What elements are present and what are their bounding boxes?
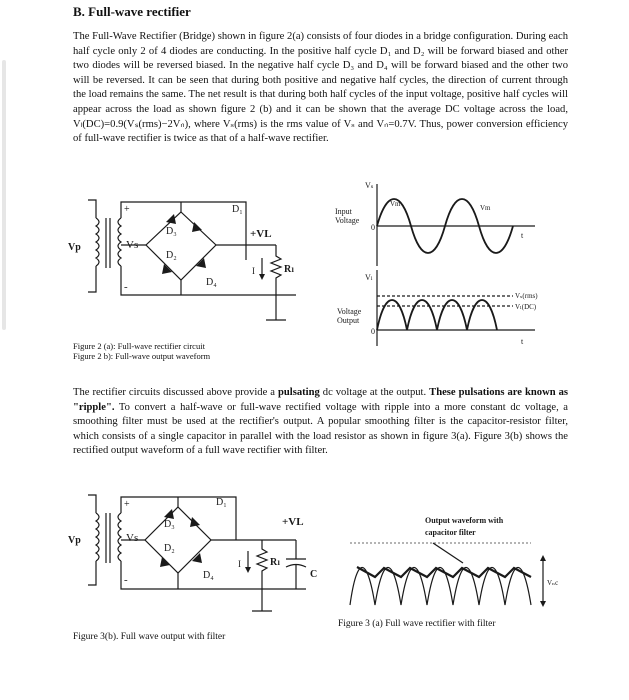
figure-3-waveform (345, 505, 575, 615)
section-heading: B. Full-wave rectifier (73, 4, 191, 19)
para2-part1: The rectifier circuits discussed above provide a (73, 387, 275, 398)
rl-label: Rₗ (270, 557, 281, 568)
current-arrow-head (259, 274, 265, 280)
d1-label: D₁ (216, 497, 227, 508)
input-label-2: Voltage (335, 216, 360, 225)
vl-label: +VL (282, 516, 304, 528)
bridge-diamond (146, 212, 216, 280)
vs-label: Vs (126, 239, 139, 251)
output-label-2: Output (337, 316, 360, 325)
waveform-label-2: capacitor filter (425, 528, 476, 537)
para1-mid: where Vₛ(rms) is the rms value of Vₛ and (193, 118, 374, 130)
rectified-wave (350, 568, 531, 606)
bridge-diamond (145, 507, 211, 573)
vl-dc-label: Vₗ(DC) (515, 303, 537, 311)
input-label-1: Input (335, 207, 352, 216)
figure-2a-circuit (66, 190, 336, 330)
figure-3b-caption: Figure 3(b). Full wave output with filter (73, 632, 226, 642)
figure-2b-waveforms (335, 178, 575, 356)
d4-label: D₄ (206, 277, 217, 288)
current-arrow-head (245, 567, 251, 573)
capacitor-label: C (310, 569, 318, 580)
vm-label-2: Vm (480, 204, 491, 212)
secondary-coil (118, 513, 121, 561)
vl-axis-label: Vₗ (365, 273, 373, 282)
figure-2a-caption: Figure 2 (a): Full-wave rectifier circuit (73, 341, 205, 351)
output-label-1: Voltage (337, 307, 362, 316)
rl-label: Rₗ (284, 264, 295, 275)
vl-dc-formula: Vₗ(DC)=0.9(Vₛ(rms)−2Vₙ), (73, 118, 191, 130)
vp-label: Vp (68, 535, 81, 546)
para2-part3: To convert a half-wave or full-wave rectified voltage with ripple into a more constant dc voltage, a smoothing filter must be used at the rectifier's output. A popular smoothing filter is the capacitor-resistor filter, which consists of a single capacitor in parallel with the load resistor as shown in figure 3(a). Figure 3(b) shows the rectified output waveform of a full wave rectifier with filter. (73, 401, 568, 457)
wire-top (121, 202, 246, 260)
scrollbar[interactable] (2, 60, 6, 330)
secondary-coil (118, 218, 121, 266)
d4-label: D₄ (203, 570, 214, 581)
load-resistor (257, 540, 267, 589)
vs-label: Vs (126, 532, 139, 544)
output-t: t (521, 337, 524, 346)
diode-d3-symbol (164, 509, 174, 519)
input-t: t (521, 231, 524, 240)
d2-label: D₂ (164, 543, 175, 554)
diode-d3-symbol (166, 214, 176, 224)
d1-label: D₁ (232, 204, 243, 215)
vm-label-1: Vm (390, 200, 401, 208)
vl-label: +VL (250, 228, 272, 240)
diode-d1-symbol (190, 517, 200, 527)
current-label: I (252, 266, 255, 276)
waveform-label-1: Output waveform with (425, 516, 504, 525)
paragraph-full-wave (73, 30, 568, 147)
vp-label: Vp (68, 242, 81, 253)
vdc-label: Vₙc (547, 579, 559, 587)
plus-label: + (124, 204, 130, 215)
para2-bold1: pulsating (277, 387, 320, 398)
vd-value: Vₙ=0.7V. (376, 118, 417, 130)
minus-label: - (124, 574, 128, 586)
output-rectified-wave (377, 300, 497, 330)
output-zero: 0 (371, 327, 375, 336)
primary-lead-top (88, 495, 96, 513)
diode-d2-symbol (160, 557, 170, 567)
callout-line (433, 543, 463, 563)
primary-lead-bottom (88, 561, 96, 585)
primary-coil (96, 218, 99, 266)
para1-text: The Full-Wave Rectifier (Bridge) shown in figure 2(a) consists of four diodes in a bridge configuration. During each half cycle only 2 of 4 diodes are conducting. In the positive half cycle D₁ and D₂ will be forward biased and other two diodes will be reversed biased. In the negative half cycle D₃ and D₄ will be forward biased and the other two will be reversed. It can be seen that during both positive and negative half cycles, the direction of current through the load remains the same. The net result is that during both half cycles of the input voltage, positive half cycles will appear across the load as shown figure 2 (b) and it can be shown that the average DC voltage across the load, (73, 31, 568, 115)
plus-label: + (124, 499, 130, 510)
vs-axis-label: Vₛ (365, 181, 374, 190)
input-zero: 0 (371, 223, 375, 232)
d3-label: D₃ (166, 226, 177, 237)
figure-2b-caption: Figure 2 b): Full-wave output waveform (73, 351, 211, 361)
vdc-arrow-top (540, 555, 546, 561)
d3-label: D₃ (164, 519, 175, 530)
primary-lead-top (88, 200, 96, 218)
para1-post: Thus, power conversion efficiency of full-wave rectifier is twice as that of a half-wave rectifier. (73, 118, 569, 145)
figure-3a-caption: Figure 3 (a) Full wave rectifier with filter (338, 619, 496, 629)
minus-label: - (124, 281, 128, 293)
vdc-arrow-bottom (540, 601, 546, 607)
vs-rms-label: Vₛ(rms) (515, 292, 538, 300)
primary-coil (96, 513, 99, 561)
figure-3-circuit (66, 485, 336, 620)
load-resistor (271, 245, 281, 295)
d2-label: D₂ (166, 250, 177, 261)
current-label: I (238, 559, 241, 569)
paragraph-ripple (73, 386, 568, 459)
para2-bold2: These pulsations are known as "ripple". (73, 387, 569, 413)
primary-lead-bottom (88, 266, 96, 292)
para2-part2: dc voltage at the output. (322, 387, 427, 398)
